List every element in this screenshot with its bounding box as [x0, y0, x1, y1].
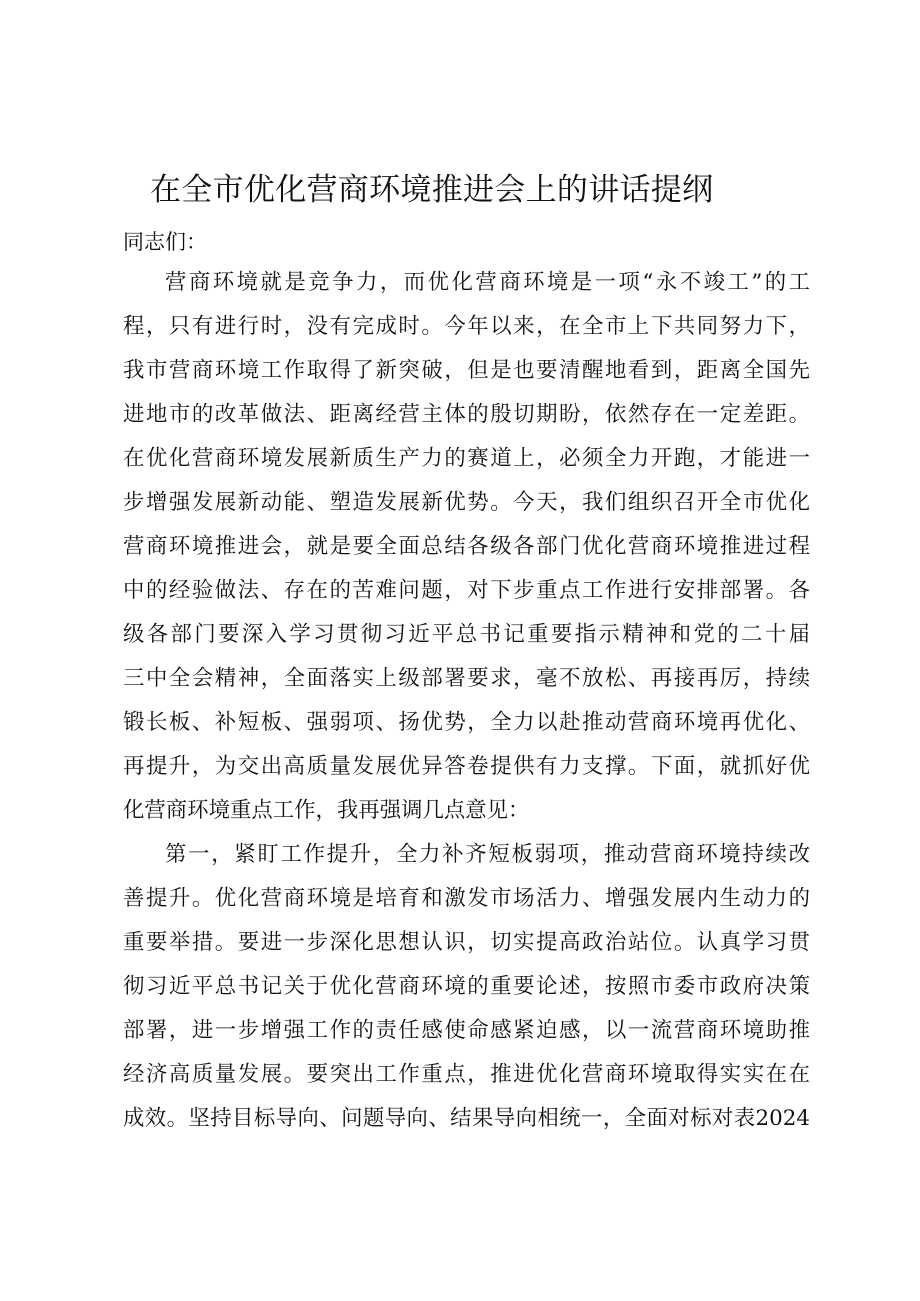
paragraph-line: 营商环境推进会，就是要全面总结各级各部门优化营商环境推进过程 — [123, 534, 810, 559]
paragraph-line: 营商环境就是竞争力，而优化营商环境是一项“永不竣工”的工 — [165, 270, 810, 295]
paragraph-line: 化营商环境重点工作，我再强调几点意见： — [123, 798, 530, 823]
paragraph-line: 在优化营商环境发展新质生产力的赛道上，必须全力开跑，才能进一 — [123, 446, 810, 471]
paragraph-line: 成效。坚持目标导向、问题导向、结果导向相统一，全面对标对表2024 — [123, 1106, 810, 1131]
paragraph-line: 彻习近平总书记关于优化营商环境的重要论述，按照市委市政府决策 — [123, 974, 810, 999]
paragraph-line: 中的经验做法、存在的苦难问题，对下步重点工作进行安排部署。各 — [123, 578, 810, 603]
paragraph-line: 部署，进一步增强工作的责任感使命感紧迫感，以一流营商环境助推 — [123, 1018, 810, 1043]
paragraph-line: 重要举措。要进一步深化思想认识，切实提高政治站位。认真学习贯 — [123, 930, 810, 955]
paragraph-line: 程，只有进行时，没有完成时。今年以来，在全市上下共同努力下， — [123, 314, 810, 339]
paragraph-line: 步增强发展新动能、塑造发展新优势。今天，我们组织召开全市优化 — [123, 490, 810, 515]
paragraph-line: 进地市的改革做法、距离经营主体的殷切期盼，依然存在一定差距。 — [123, 402, 810, 427]
paragraph-line: 三中全会精神，全面落实上级部署要求，毫不放松、再接再厉，持续 — [123, 666, 810, 691]
paragraph-line: 级各部门要深入学习贯彻习近平总书记重要指示精神和党的二十届 — [123, 622, 810, 647]
paragraph-line: 善提升。优化营商环境是培育和激发市场活力、增强发展内生动力的 — [123, 886, 810, 911]
paragraph-line: 经济高质量发展。要突出工作重点，推进优化营商环境取得实实在在 — [123, 1062, 810, 1087]
paragraph-line: 再提升，为交出高质量发展优异答卷提供有力支撑。下面，就抓好优 — [123, 754, 810, 779]
paragraph-line: 锻长板、补短板、强弱项、扬优势，全力以赴推动营商环境再优化、 — [123, 710, 810, 735]
paragraph-line: 第一，紧盯工作提升，全力补齐短板弱项，推动营商环境持续改 — [165, 842, 810, 867]
paragraph-line: 我市营商环境工作取得了新突破，但是也要清醒地看到，距离全国先 — [123, 358, 810, 383]
salutation: 同志们： — [123, 230, 207, 254]
document-title: 在全市优化营商环境推进会上的讲话提纲 — [150, 172, 714, 208]
